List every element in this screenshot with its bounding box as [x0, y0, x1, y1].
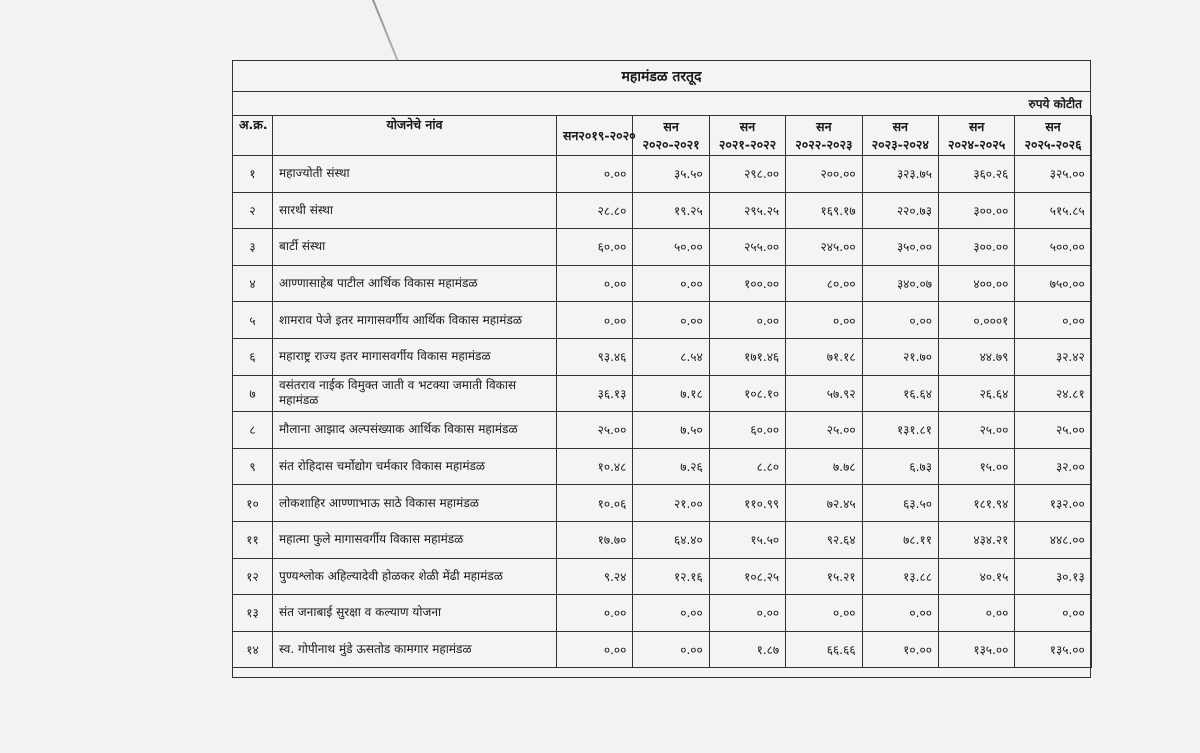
- row-amount: २५.००: [938, 412, 1014, 449]
- header-year: सन २०२२-२०२३: [786, 116, 862, 156]
- row-amount: ०.००: [938, 595, 1014, 632]
- row-amount: ३५०.००: [862, 229, 938, 266]
- row-amount: ६०.००: [557, 229, 633, 266]
- row-amount: ७१.१८: [786, 338, 862, 375]
- row-amount: २००.००: [786, 156, 862, 193]
- row-amount: ९.२४: [557, 558, 633, 595]
- row-amount: ६.७३: [862, 448, 938, 485]
- row-amount: ०.००: [557, 156, 633, 193]
- row-amount: ६४.४०: [633, 521, 709, 558]
- row-amount: ०.०००१: [938, 302, 1014, 339]
- row-scheme-name: संत रोहिदास चर्मोद्योग चर्मकार विकास महामंडळ: [273, 448, 557, 485]
- header-year: सन २०२४-२०२५: [938, 116, 1014, 156]
- row-scheme-name: लोकशाहिर आण्णाभाऊ साठे विकास महामंडळ: [273, 485, 557, 522]
- row-amount: ०.००: [786, 302, 862, 339]
- row-amount: १५.२१: [786, 558, 862, 595]
- row-serial: ५: [233, 302, 273, 339]
- row-amount: १३.८८: [862, 558, 938, 595]
- row-amount: ९२.६४: [786, 521, 862, 558]
- row-amount: १०८.१०: [709, 375, 785, 412]
- row-amount: ७८.११: [862, 521, 938, 558]
- row-scheme-name: बार्टी संस्था: [273, 229, 557, 266]
- row-serial: १२: [233, 558, 273, 595]
- row-amount: २५.००: [557, 412, 633, 449]
- row-amount: ७२.४५: [786, 485, 862, 522]
- row-amount: १०.४८: [557, 448, 633, 485]
- row-serial: ६: [233, 338, 273, 375]
- row-amount: २८.८०: [557, 192, 633, 229]
- row-amount: २९८.००: [709, 156, 785, 193]
- row-amount: ११०.९९: [709, 485, 785, 522]
- row-serial: ९: [233, 448, 273, 485]
- row-amount: ७.५०: [633, 412, 709, 449]
- row-amount: १०८.२५: [709, 558, 785, 595]
- table-row: [233, 156, 1092, 193]
- row-scheme-name: मौलाना आझाद अल्पसंख्याक आर्थिक विकास महामंडळ: [273, 412, 557, 449]
- row-amount: ३२.००: [1015, 448, 1091, 485]
- row-amount: ८.८०: [709, 448, 785, 485]
- row-scheme-name: आण्णासाहेब पाटील आर्थिक विकास महामंडळ: [273, 265, 557, 302]
- row-serial: ३: [233, 229, 273, 266]
- table-row: [233, 302, 1092, 339]
- row-amount: ०.००: [862, 595, 938, 632]
- row-amount: ०.००: [1015, 595, 1091, 632]
- row-amount: ०.००: [557, 265, 633, 302]
- table-row: [233, 229, 1092, 266]
- header-year: सन २०२०-२०२१: [633, 116, 709, 156]
- row-serial: १: [233, 156, 273, 193]
- row-amount: १०.०६: [557, 485, 633, 522]
- row-amount: १३२.००: [1015, 485, 1091, 522]
- row-amount: ७५०.००: [1015, 265, 1091, 302]
- table-row: [233, 412, 1092, 449]
- row-amount: ३०.१३: [1015, 558, 1091, 595]
- row-amount: ८.५४: [633, 338, 709, 375]
- row-amount: ६३.५०: [862, 485, 938, 522]
- row-amount: ४४८.००: [1015, 521, 1091, 558]
- row-scheme-name: महाराष्ट्र राज्य इतर मागासवर्गीय विकास महामंडळ: [273, 338, 557, 375]
- row-scheme-name: पुण्यश्लोक अहिल्यादेवी होळकर शेळी मेंढी महामंडळ: [273, 558, 557, 595]
- row-amount: ३२३.७५: [862, 156, 938, 193]
- header-row: [233, 116, 1092, 156]
- row-amount: ३६.१३: [557, 375, 633, 412]
- row-amount: ३००.००: [938, 192, 1014, 229]
- row-scheme-name: स्व. गोपीनाथ मुंडे ऊसतोड कामगार महामंडळ: [273, 631, 557, 668]
- row-amount: ४००.००: [938, 265, 1014, 302]
- row-amount: ०.००: [1015, 302, 1091, 339]
- table-row: [233, 631, 1092, 668]
- header-year: सन २०२१-२०२२: [709, 116, 785, 156]
- row-amount: ७.७८: [786, 448, 862, 485]
- row-amount: ३२५.००: [1015, 156, 1091, 193]
- row-amount: ४०.१५: [938, 558, 1014, 595]
- row-amount: ०.००: [557, 631, 633, 668]
- row-amount: ०.००: [862, 302, 938, 339]
- row-amount: ४३४.२१: [938, 521, 1014, 558]
- row-serial: ४: [233, 265, 273, 302]
- header-sr: अ.क्र.: [233, 116, 273, 156]
- row-amount: १७.७०: [557, 521, 633, 558]
- document-title: महामंडळ तरतूद: [233, 61, 1090, 92]
- row-amount: ७.२६: [633, 448, 709, 485]
- row-amount: ०.००: [633, 631, 709, 668]
- row-amount: ५००.००: [1015, 229, 1091, 266]
- row-amount: २१.७०: [862, 338, 938, 375]
- row-scheme-name: महाज्योती संस्था: [273, 156, 557, 193]
- table-row: [233, 375, 1092, 412]
- row-amount: २२०.७३: [862, 192, 938, 229]
- row-serial: १३: [233, 595, 273, 632]
- unit-note: रुपये कोटीत: [1028, 97, 1082, 111]
- row-amount: ३२.४२: [1015, 338, 1091, 375]
- row-amount: २५५.००: [709, 229, 785, 266]
- row-amount: ०.००: [786, 595, 862, 632]
- row-scheme-name: शामराव पेजे इतर मागासवर्गीय आर्थिक विकास महामंडळ: [273, 302, 557, 339]
- document-sheet: [232, 60, 1091, 678]
- row-amount: ६०.००: [709, 412, 785, 449]
- row-amount: १८१.९४: [938, 485, 1014, 522]
- row-amount: १३१.८१: [862, 412, 938, 449]
- row-amount: ०.००: [557, 595, 633, 632]
- row-amount: ६६.६६: [786, 631, 862, 668]
- row-amount: १९.२५: [633, 192, 709, 229]
- table-row: [233, 338, 1092, 375]
- row-amount: १.८७: [709, 631, 785, 668]
- row-amount: २४.८१: [1015, 375, 1091, 412]
- row-amount: ४४.७९: [938, 338, 1014, 375]
- row-amount: २६.६४: [938, 375, 1014, 412]
- row-serial: ७: [233, 375, 273, 412]
- header-year: सन २०२३-२०२४: [862, 116, 938, 156]
- row-amount: ३५.५०: [633, 156, 709, 193]
- header-year: सन२०१९-२०२०: [557, 116, 633, 156]
- row-amount: ५०.००: [633, 229, 709, 266]
- header-year: सन २०२५-२०२६: [1015, 116, 1091, 156]
- row-scheme-name: वसंतराव नाईक विमुक्त जाती व भटक्या जमाती विकास महामंडळ: [273, 375, 557, 412]
- row-amount: २५.००: [1015, 412, 1091, 449]
- row-amount: १३५.००: [1015, 631, 1091, 668]
- row-amount: ७.१८: [633, 375, 709, 412]
- allocation-table: [232, 115, 1092, 668]
- table-row: [233, 558, 1092, 595]
- row-amount: १५.५०: [709, 521, 785, 558]
- table-row: [233, 265, 1092, 302]
- row-amount: २५.००: [786, 412, 862, 449]
- row-amount: ०.००: [633, 265, 709, 302]
- row-amount: ८०.००: [786, 265, 862, 302]
- row-scheme-name: संत जनाबाई सुरक्षा व कल्याण योजना: [273, 595, 557, 632]
- row-amount: ३००.००: [938, 229, 1014, 266]
- row-amount: ०.००: [709, 302, 785, 339]
- row-amount: ०.००: [633, 302, 709, 339]
- row-amount: २९५.२५: [709, 192, 785, 229]
- row-amount: १५.००: [938, 448, 1014, 485]
- row-amount: १००.००: [709, 265, 785, 302]
- table-row: [233, 521, 1092, 558]
- table-row: [233, 595, 1092, 632]
- row-amount: ०.००: [557, 302, 633, 339]
- row-amount: ०.००: [709, 595, 785, 632]
- row-amount: २१.००: [633, 485, 709, 522]
- row-amount: १६९.१७: [786, 192, 862, 229]
- table-row: [233, 485, 1092, 522]
- row-amount: ०.००: [633, 595, 709, 632]
- row-serial: १०: [233, 485, 273, 522]
- row-amount: ३४०.०७: [862, 265, 938, 302]
- paper-fold-mark: [372, 0, 400, 65]
- row-serial: ८: [233, 412, 273, 449]
- table-body: [233, 156, 1092, 668]
- row-amount: १२.१६: [633, 558, 709, 595]
- row-amount: १३५.००: [938, 631, 1014, 668]
- table-row: [233, 448, 1092, 485]
- row-serial: १४: [233, 631, 273, 668]
- row-scheme-name: महात्मा फुले मागासवर्गीय विकास महामंडळ: [273, 521, 557, 558]
- header-name: योजनेचे नांव: [273, 116, 557, 156]
- row-amount: ९३.४६: [557, 338, 633, 375]
- row-serial: ११: [233, 521, 273, 558]
- row-amount: ५१५.८५: [1015, 192, 1091, 229]
- table-row: [233, 192, 1092, 229]
- row-scheme-name: सारथी संस्था: [273, 192, 557, 229]
- row-amount: १७१.४६: [709, 338, 785, 375]
- row-amount: ३६०.२६: [938, 156, 1014, 193]
- row-amount: २४५.००: [786, 229, 862, 266]
- row-amount: १०.००: [862, 631, 938, 668]
- row-serial: २: [233, 192, 273, 229]
- row-amount: १६.६४: [862, 375, 938, 412]
- row-amount: ५७.९२: [786, 375, 862, 412]
